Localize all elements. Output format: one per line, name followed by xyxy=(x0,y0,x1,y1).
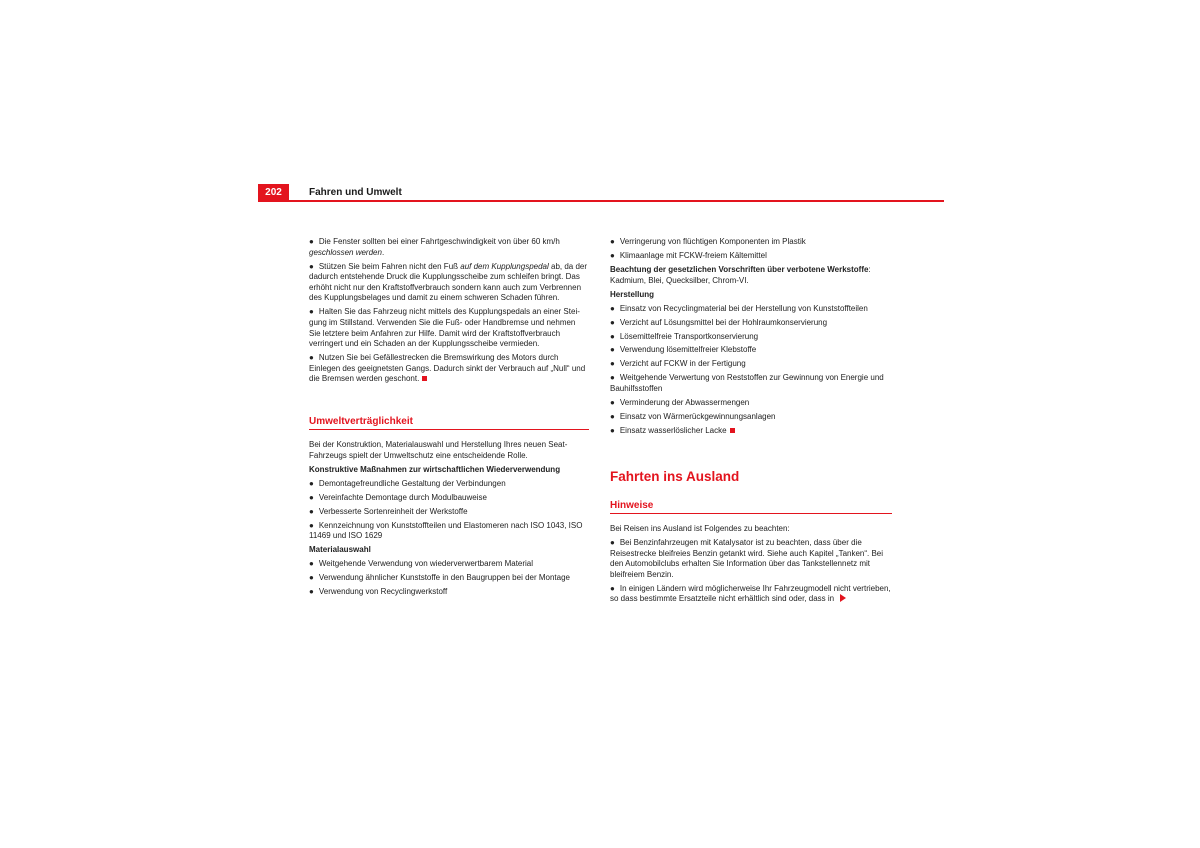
intro-paragraph: Bei Reisen ins Ausland ist Folgendes zu beachten: xyxy=(610,523,790,533)
bullet-text: Stützen Sie beim Fahren nicht den Fuß xyxy=(318,261,461,271)
list-item xyxy=(309,587,589,598)
subheading-konstruktiv: Konstruktive Maßnahmen zur wirtschaftlichen Wiederverwendung xyxy=(309,464,561,474)
bullet-icon: ● xyxy=(610,237,615,246)
list-item xyxy=(610,304,892,315)
left-column xyxy=(309,237,589,601)
list-item xyxy=(309,493,589,504)
list-item xyxy=(610,318,892,329)
bullet-text: Bei Benzinfahrzeugen mit Katalysator ist zu beachten, dass über die Reisestrecke bleifreies Benzin getankt wird. Siehe auch Kapitel „Tanken“. Bei den Automobilclubs erhalten Sie Information über das Tankstellennetz mit bleifreiem Benzin. xyxy=(610,537,884,579)
bullet-text: Kennzeichnung von Kunststoffteilen und Elastomeren nach ISO 1043, ISO 11469 und ISO 1629 xyxy=(309,520,583,541)
list-item xyxy=(610,345,892,356)
bullet-text-tail: . xyxy=(381,247,385,257)
bullet-text: Verminderung der Abwassermengen xyxy=(619,398,750,408)
bullet-text: Verwendung von Recyclingwerkstoff xyxy=(318,587,448,597)
bullet-icon: ● xyxy=(309,587,314,597)
list-item xyxy=(309,559,589,570)
list-item xyxy=(610,426,892,437)
vorschriften-paragraph xyxy=(610,265,892,286)
bullet-icon: ● xyxy=(309,237,314,246)
list-item xyxy=(309,507,589,518)
bullet-icon: ● xyxy=(610,303,615,313)
bullet-text: Verzicht auf Lösungsmittel bei der Hohlraumkonservierung xyxy=(619,317,828,327)
list-item xyxy=(309,521,589,542)
bullet-text: Vereinfachte Demontage durch Modulbauweise xyxy=(318,492,487,502)
bullet-icon: ● xyxy=(309,307,314,317)
subheading-material: Materialauswahl xyxy=(309,545,371,555)
bullet-icon: ● xyxy=(610,426,615,435)
section-end-icon xyxy=(730,428,735,433)
bullet-icon: ● xyxy=(309,559,314,569)
running-title: Fahren und Umwelt xyxy=(309,187,402,198)
list-item xyxy=(610,584,892,605)
bullet-text: Verbesserte Sortenreinheit der Werkstoffe xyxy=(318,506,468,516)
bullet-text: Lösemittelfreie Transportkonservierung xyxy=(619,331,759,341)
bullet-icon: ● xyxy=(610,250,615,260)
list-item xyxy=(610,332,892,343)
bullet-icon: ● xyxy=(610,412,615,422)
list-item xyxy=(309,573,589,584)
bullet-text: Einsatz von Wärmerückgewinnungsanlagen xyxy=(619,412,776,422)
header-rule xyxy=(258,200,944,202)
bullet-text: Einsatz von Recyclingmaterial bei der Herstellung von Kunststoffteilen xyxy=(619,303,868,313)
list-item xyxy=(309,237,589,258)
subheading-herstellung: Herstellung xyxy=(610,289,655,299)
continue-arrow-icon xyxy=(840,594,846,602)
bullet-text-italic: geschlossen werden xyxy=(309,247,382,257)
section-end-icon xyxy=(422,376,427,381)
list-item xyxy=(309,353,589,385)
bullet-icon: ● xyxy=(309,478,314,488)
bullet-text: Verzicht auf FCKW in der Fertigung xyxy=(619,359,746,369)
bullet-text-italic: auf dem Kupplungspedal xyxy=(460,261,549,271)
bullet-icon: ● xyxy=(610,373,615,383)
bullet-icon: ● xyxy=(309,261,314,271)
bullet-icon: ● xyxy=(610,345,615,355)
bullet-text: Verwendung ähnlicher Kunststoffe in den Baugruppen bei der Montage xyxy=(318,573,570,583)
bullet-icon: ● xyxy=(309,506,314,516)
list-item xyxy=(610,398,892,409)
list-item xyxy=(610,251,892,262)
vorschriften-bold: Beachtung der gesetzlichen Vorschriften über verbotene Werkstoffe xyxy=(610,264,869,274)
list-item xyxy=(610,373,892,394)
bullet-text: Weitgehende Verwendung von wiederverwertbarem Material xyxy=(318,559,534,569)
page-number-badge: 202 xyxy=(258,184,289,201)
bullet-text: Verwendung lösemittelfreier Klebstoffe xyxy=(619,345,757,355)
list-item xyxy=(610,538,892,580)
intro-paragraph: Bei der Konstruktion, Materialauswahl und Herstellung Ihres neuen Seat-Fahrzeugs spielt der Umweltschutz eine entscheidende Rolle. xyxy=(309,440,568,460)
section-heading-umwelt: Umweltverträglichkeit xyxy=(309,415,589,430)
bullet-icon: ● xyxy=(610,331,615,341)
bullet-icon: ● xyxy=(309,520,314,530)
bullet-text: Demontagefreundliche Gestaltung der Verbindungen xyxy=(318,478,506,488)
bullet-text: Nutzen Sie bei Gefällestrecken die Bremswirkung des Motors durch Einlegen des geeignetsten Gangs. Dadurch sinkt der Verbrauch auf „Null“ und die Bremsen werden geschont. xyxy=(309,353,586,384)
bullet-text: In einigen Ländern wird möglicherweise Ihr Fahrzeugmodell nicht vertrieben, so dass bestimmte Ersatzteile nicht erhältlich sind oder, dass in xyxy=(610,583,891,604)
list-item xyxy=(309,307,589,349)
vorschriften-text: : Kadmium, Blei, Quecksilber, Chrom-VI. xyxy=(610,264,871,285)
bullet-icon: ● xyxy=(610,317,615,327)
list-item xyxy=(309,479,589,490)
list-item xyxy=(610,237,892,248)
bullet-text: Verringerung von flüchtigen Komponenten im Plastik xyxy=(619,237,806,246)
chapter-heading-ausland: Fahrten ins Ausland xyxy=(610,468,740,484)
section-heading-hinweise: Hinweise xyxy=(610,499,892,514)
bullet-text: Einsatz wasserlöslicher Lacke xyxy=(619,426,727,435)
bullet-text: Klimaanlage mit FCKW-freiem Kältemittel xyxy=(619,250,767,260)
list-item xyxy=(610,412,892,423)
list-item xyxy=(309,262,589,304)
bullet-text: Die Fenster sollten bei einer Fahrtgeschwindigkeit von über 60 km/h xyxy=(318,237,560,246)
bullet-icon: ● xyxy=(309,492,314,502)
bullet-icon: ● xyxy=(610,359,615,369)
bullet-text: Halten Sie das Fahrzeug nicht mittels des Kupplungspedals an einer Stei-gung im Stillstand. Verwenden Sie die Fuß- oder Handbremse und nehmen Sie letztere beim Anfahren zur Hilfe. Damit wird der Kraftstoffverbrauch verringert und ein Schaden an der Kupplungsscheibe vermieden. xyxy=(309,307,580,349)
bullet-icon: ● xyxy=(309,573,314,583)
bullet-icon: ● xyxy=(610,583,615,593)
bullet-text: Weitgehende Verwertung von Reststoffen zur Gewinnung von Energie und Bauhilfsstoffen xyxy=(610,373,884,394)
bullet-icon: ● xyxy=(610,537,615,547)
right-column xyxy=(610,237,892,608)
bullet-icon: ● xyxy=(610,398,615,408)
bullet-text-tail: ab, da der dadurch entstehende Druck die Kupplungsscheibe zum schleifen bringt. Das erhöht nicht nur den Kraftstoffverbrauch sondern kann auch zum Verbrennen des Kupplungsbelages und damit zu einem schweren Schaden führen. xyxy=(309,261,588,303)
bullet-icon: ● xyxy=(309,353,314,363)
page-header xyxy=(258,184,944,202)
list-item xyxy=(610,359,892,370)
